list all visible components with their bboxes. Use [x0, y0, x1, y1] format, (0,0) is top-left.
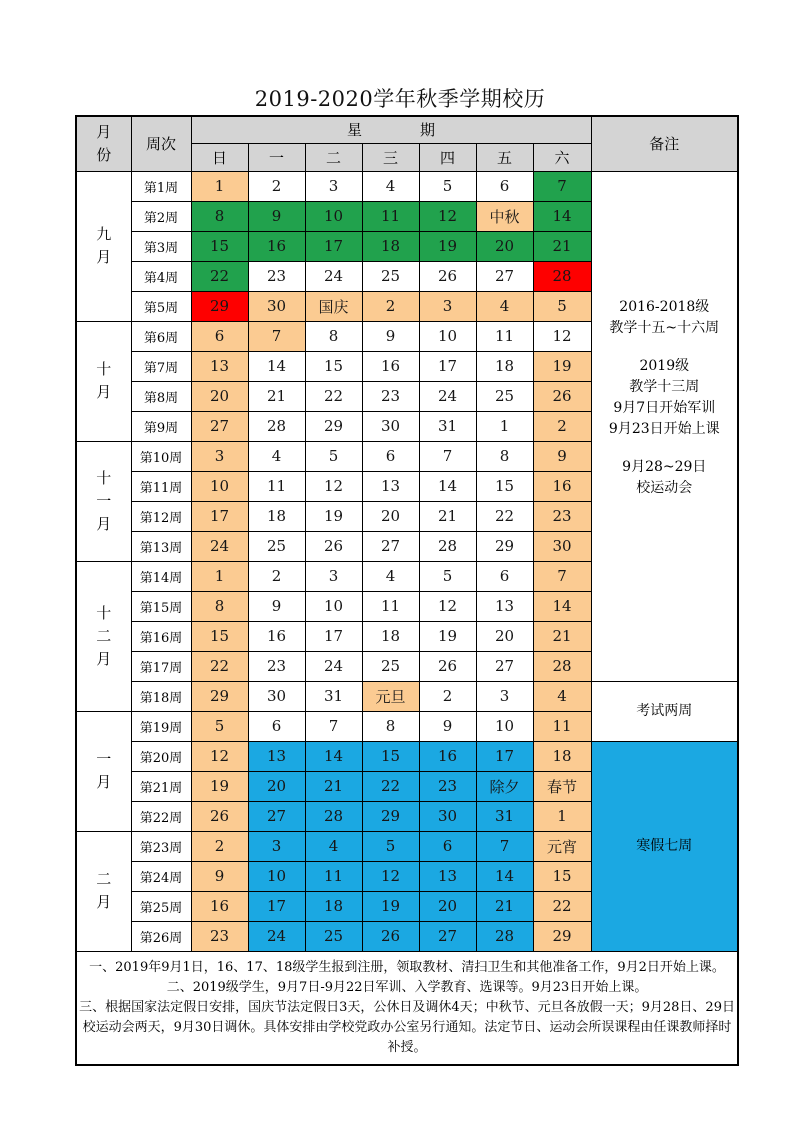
date-cell: 13	[419, 861, 476, 891]
date-cell: 3	[305, 171, 362, 201]
date-cell: 25	[248, 531, 305, 561]
date-cell: 14	[419, 471, 476, 501]
date-cell: 22	[191, 261, 248, 291]
date-cell: 5	[533, 291, 591, 321]
date-cell: 14	[248, 351, 305, 381]
date-cell: 春节	[533, 771, 591, 801]
table-row	[76, 171, 738, 201]
date-cell: 除夕	[476, 771, 533, 801]
date-cell: 19	[305, 501, 362, 531]
date-cell: 16	[533, 471, 591, 501]
date-cell: 12	[305, 471, 362, 501]
header-month: 月 份	[76, 116, 131, 171]
header-weekday-group: 星期	[191, 116, 591, 143]
header-remarks: 备注	[591, 116, 738, 171]
date-cell: 30	[248, 291, 305, 321]
date-cell: 18	[362, 621, 419, 651]
date-cell: 10	[476, 711, 533, 741]
date-cell: 29	[362, 801, 419, 831]
date-cell: 元旦	[362, 681, 419, 711]
date-cell: 28	[533, 261, 591, 291]
month-cell: 十 月	[76, 321, 131, 441]
date-cell: 20	[191, 381, 248, 411]
date-cell: 15	[191, 231, 248, 261]
week-label: 第18周	[131, 681, 191, 711]
header-weekday: 一	[248, 143, 305, 171]
date-cell: 21	[419, 501, 476, 531]
date-cell: 30	[248, 681, 305, 711]
date-cell: 15	[476, 471, 533, 501]
date-cell: 元宵	[533, 831, 591, 861]
date-cell: 30	[533, 531, 591, 561]
week-label: 第14周	[131, 561, 191, 591]
date-cell: 15	[533, 861, 591, 891]
date-cell: 17	[476, 741, 533, 771]
date-cell: 18	[476, 351, 533, 381]
date-cell: 16	[248, 231, 305, 261]
date-cell: 6	[476, 171, 533, 201]
date-cell: 31	[305, 681, 362, 711]
date-cell: 6	[248, 711, 305, 741]
date-cell: 2	[248, 171, 305, 201]
remarks-cell: 寒假七周	[591, 741, 738, 951]
date-cell: 19	[191, 771, 248, 801]
date-cell: 24	[305, 261, 362, 291]
date-cell: 5	[419, 561, 476, 591]
date-cell: 20	[248, 771, 305, 801]
date-cell: 28	[248, 411, 305, 441]
date-cell: 19	[419, 621, 476, 651]
date-cell: 23	[191, 921, 248, 951]
week-label: 第24周	[131, 861, 191, 891]
date-cell: 26	[191, 801, 248, 831]
week-label: 第1周	[131, 171, 191, 201]
header-weekday: 二	[305, 143, 362, 171]
date-cell: 18	[248, 501, 305, 531]
date-cell: 2	[191, 831, 248, 861]
date-cell: 14	[533, 201, 591, 231]
date-cell: 15	[191, 621, 248, 651]
date-cell: 1	[191, 171, 248, 201]
table-row	[76, 681, 738, 711]
header-weekday: 四	[419, 143, 476, 171]
date-cell: 9	[248, 201, 305, 231]
date-cell: 9	[191, 861, 248, 891]
date-cell: 22	[305, 381, 362, 411]
date-cell: 28	[476, 921, 533, 951]
date-cell: 24	[191, 531, 248, 561]
date-cell: 21	[248, 381, 305, 411]
calendar-table	[75, 115, 739, 1066]
date-cell: 23	[533, 501, 591, 531]
date-cell: 5	[191, 711, 248, 741]
date-cell: 20	[476, 621, 533, 651]
week-label: 第15周	[131, 591, 191, 621]
date-cell: 29	[191, 291, 248, 321]
date-cell: 5	[305, 441, 362, 471]
month-cell: 十 一 月	[76, 441, 131, 561]
date-cell: 13	[362, 471, 419, 501]
date-cell: 25	[476, 381, 533, 411]
date-cell: 8	[191, 591, 248, 621]
date-cell: 9	[248, 591, 305, 621]
date-cell: 12	[419, 201, 476, 231]
date-cell: 16	[362, 351, 419, 381]
week-label: 第23周	[131, 831, 191, 861]
table-row	[76, 741, 738, 771]
date-cell: 14	[476, 861, 533, 891]
week-label: 第8周	[131, 381, 191, 411]
week-label: 第16周	[131, 621, 191, 651]
date-cell: 22	[533, 891, 591, 921]
date-cell: 13	[191, 351, 248, 381]
date-cell: 26	[362, 921, 419, 951]
date-cell: 10	[419, 321, 476, 351]
date-cell: 17	[191, 501, 248, 531]
date-cell: 25	[362, 651, 419, 681]
week-label: 第17周	[131, 651, 191, 681]
date-cell: 1	[476, 411, 533, 441]
date-cell: 8	[476, 441, 533, 471]
date-cell: 14	[533, 591, 591, 621]
date-cell: 26	[419, 651, 476, 681]
date-cell: 4	[476, 291, 533, 321]
week-label: 第11周	[131, 471, 191, 501]
date-cell: 3	[248, 831, 305, 861]
date-cell: 27	[191, 411, 248, 441]
date-cell: 28	[305, 801, 362, 831]
date-cell: 11	[248, 471, 305, 501]
date-cell: 11	[476, 321, 533, 351]
week-label: 第19周	[131, 711, 191, 741]
date-cell: 27	[419, 921, 476, 951]
date-cell: 10	[305, 201, 362, 231]
date-cell: 15	[362, 741, 419, 771]
date-cell: 19	[419, 231, 476, 261]
date-cell: 6	[419, 831, 476, 861]
footnotes: 一、2019年9月1日，16、17、18级学生报到注册，领取教材、清扫卫生和其他准备工作，9月2日开始上课。 二、2019级学生，9月7日-9月22日军训、入学教育、选课等。9月23日开始上课。 三、根据国家法定假日安排，国庆节法定假日3天，公休日及调休4天；中秋节、元旦各放假一天；9月28日、29日校运动会两天，9月30日调休。具体安排由学校党政办公室另行通知。法定节日、运动会所误课程由任课教师择时补授。	[76, 951, 738, 1065]
date-cell: 7	[248, 321, 305, 351]
date-cell: 12	[362, 861, 419, 891]
date-cell: 26	[419, 261, 476, 291]
date-cell: 23	[248, 261, 305, 291]
page-title: 2019-2020学年秋季学期校历	[254, 87, 546, 111]
date-cell: 18	[305, 891, 362, 921]
date-cell: 12	[419, 591, 476, 621]
date-cell: 17	[419, 351, 476, 381]
week-label: 第4周	[131, 261, 191, 291]
date-cell: 中秋	[476, 201, 533, 231]
date-cell: 12	[191, 741, 248, 771]
month-cell: 二 月	[76, 831, 131, 951]
date-cell: 9	[533, 441, 591, 471]
date-cell: 24	[305, 651, 362, 681]
date-cell: 11	[305, 861, 362, 891]
date-cell: 22	[476, 501, 533, 531]
header-weekday: 日	[191, 143, 248, 171]
date-cell: 7	[476, 831, 533, 861]
week-label: 第12周	[131, 501, 191, 531]
week-label: 第2周	[131, 201, 191, 231]
date-cell: 2	[533, 411, 591, 441]
date-cell: 22	[191, 651, 248, 681]
date-cell: 7	[419, 441, 476, 471]
date-cell: 13	[248, 741, 305, 771]
date-cell: 26	[305, 531, 362, 561]
date-cell: 17	[305, 231, 362, 261]
date-cell: 1	[533, 801, 591, 831]
week-label: 第13周	[131, 531, 191, 561]
date-cell: 17	[305, 621, 362, 651]
date-cell: 7	[533, 171, 591, 201]
date-cell: 17	[248, 891, 305, 921]
date-cell: 11	[533, 711, 591, 741]
week-label: 第6周	[131, 321, 191, 351]
week-label: 第9周	[131, 411, 191, 441]
footnotes-row	[76, 951, 738, 1065]
date-cell: 19	[533, 351, 591, 381]
date-cell: 8	[362, 711, 419, 741]
date-cell: 11	[362, 201, 419, 231]
date-cell: 20	[419, 891, 476, 921]
date-cell: 24	[419, 381, 476, 411]
date-cell: 28	[533, 651, 591, 681]
date-cell: 7	[305, 711, 362, 741]
date-cell: 10	[248, 861, 305, 891]
date-cell: 3	[419, 291, 476, 321]
month-cell: 一 月	[76, 711, 131, 831]
date-cell: 8	[191, 201, 248, 231]
date-cell: 29	[191, 681, 248, 711]
date-cell: 6	[476, 561, 533, 591]
date-cell: 30	[362, 411, 419, 441]
date-cell: 27	[248, 801, 305, 831]
calendar-body	[76, 171, 738, 1065]
week-label: 第10周	[131, 441, 191, 471]
date-cell: 6	[362, 441, 419, 471]
date-cell: 3	[191, 441, 248, 471]
date-cell: 6	[191, 321, 248, 351]
week-label: 第20周	[131, 741, 191, 771]
date-cell: 3	[476, 681, 533, 711]
date-cell: 5	[362, 831, 419, 861]
date-cell: 1	[191, 561, 248, 591]
week-label: 第3周	[131, 231, 191, 261]
date-cell: 18	[362, 231, 419, 261]
date-cell: 5	[419, 171, 476, 201]
header-weekday: 五	[476, 143, 533, 171]
header-week: 周次	[131, 116, 191, 171]
date-cell: 16	[191, 891, 248, 921]
date-cell: 12	[533, 321, 591, 351]
date-cell: 29	[476, 531, 533, 561]
date-cell: 8	[305, 321, 362, 351]
date-cell: 30	[419, 801, 476, 831]
date-cell: 15	[305, 351, 362, 381]
week-label: 第7周	[131, 351, 191, 381]
date-cell: 27	[476, 261, 533, 291]
date-cell: 22	[362, 771, 419, 801]
date-cell: 31	[476, 801, 533, 831]
header-weekday: 三	[362, 143, 419, 171]
date-cell: 4	[362, 171, 419, 201]
date-cell: 9	[419, 711, 476, 741]
date-cell: 26	[533, 381, 591, 411]
date-cell: 21	[305, 771, 362, 801]
date-cell: 21	[476, 891, 533, 921]
date-cell: 13	[476, 591, 533, 621]
week-label: 第22周	[131, 801, 191, 831]
remarks-cell: 2016-2018级 教学十五~十六周 2019级 教学十三周 9月7日开始军训 9月23日开始上课 9月28~29日 校运动会	[591, 171, 738, 681]
month-cell: 九 月	[76, 171, 131, 321]
date-cell: 16	[248, 621, 305, 651]
date-cell: 4	[533, 681, 591, 711]
date-cell: 16	[419, 741, 476, 771]
date-cell: 10	[305, 591, 362, 621]
week-label: 第26周	[131, 921, 191, 951]
week-label: 第5周	[131, 291, 191, 321]
date-cell: 23	[419, 771, 476, 801]
date-cell: 7	[533, 561, 591, 591]
date-cell: 10	[191, 471, 248, 501]
date-cell: 29	[533, 921, 591, 951]
date-cell: 23	[362, 381, 419, 411]
date-cell: 25	[305, 921, 362, 951]
date-cell: 4	[362, 561, 419, 591]
week-label: 第21周	[131, 771, 191, 801]
date-cell: 19	[362, 891, 419, 921]
date-cell: 9	[362, 321, 419, 351]
date-cell: 25	[362, 261, 419, 291]
date-cell: 国庆	[305, 291, 362, 321]
date-cell: 4	[248, 441, 305, 471]
date-cell: 4	[305, 831, 362, 861]
date-cell: 14	[305, 741, 362, 771]
date-cell: 3	[305, 561, 362, 591]
date-cell: 18	[533, 741, 591, 771]
date-cell: 24	[248, 921, 305, 951]
header-weekday: 六	[533, 143, 591, 171]
date-cell: 2	[419, 681, 476, 711]
date-cell: 2	[362, 291, 419, 321]
week-label: 第25周	[131, 891, 191, 921]
date-cell: 20	[476, 231, 533, 261]
date-cell: 21	[533, 231, 591, 261]
date-cell: 11	[362, 591, 419, 621]
date-cell: 28	[419, 531, 476, 561]
month-cell: 十 二 月	[76, 561, 131, 711]
date-cell: 23	[248, 651, 305, 681]
date-cell: 20	[362, 501, 419, 531]
date-cell: 31	[419, 411, 476, 441]
remarks-cell: 考试两周	[591, 681, 738, 741]
calendar-header	[76, 116, 738, 171]
date-cell: 21	[533, 621, 591, 651]
date-cell: 27	[476, 651, 533, 681]
date-cell: 29	[305, 411, 362, 441]
date-cell: 2	[248, 561, 305, 591]
date-cell: 27	[362, 531, 419, 561]
